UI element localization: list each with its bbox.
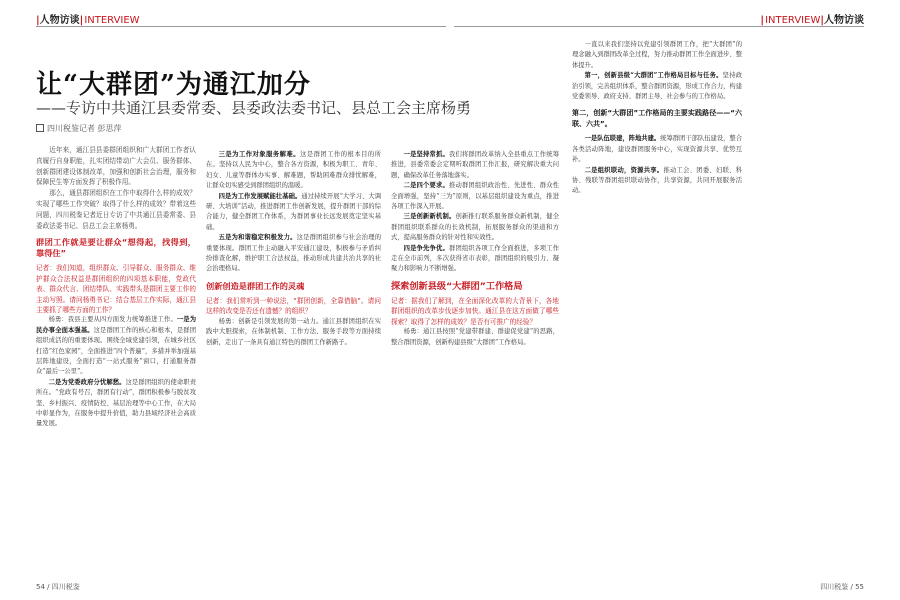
- column-3-item-text: 我们将群团改革纳入全县重点工作统筹推进，县委常委会定期听取群团工作汇报，研究解决重大问题，确保改革任务落地落实。: [391, 151, 559, 179]
- column-2-item-text: 这是群团工作的根本目的所在。坚持以人民为中心，整合各方资源，积极为职工、青年、妇女、儿童等群体办实事、解难题，帮助困难群众排忧解难，让群众切实感受到群团组织的温暖。: [206, 151, 381, 190]
- column-4-item-text: 推动工会、团委、妇联、科协、残联等群团组织联动协作，共享资源，共同开展服务活动。: [572, 166, 742, 195]
- column-3-item-text: 推动群团组织政治性、先进性、群众性全面增强，坚持“三为”原则，以基层组织建设为重点，推进各项工作深入开展。: [391, 182, 559, 211]
- answer-1-second: [36, 378, 196, 430]
- column-2-item-text: 通过持续开展“大学习、大调研、大培训”活动，推进群团工作创新发展，提升群团干部的综合能力，健全群团工作体系，为群团事业长远发展奠定坚实基础。: [206, 192, 381, 231]
- section-heading-2: 创新创造是群团工作的灵魂: [206, 280, 305, 291]
- column-3-item-lead: 四是争先争优。: [403, 244, 449, 252]
- answer-1-text: 杨勇：我县主要从四方面发力统筹推进工作。: [48, 316, 177, 324]
- column-4-heading-1-wrap: [572, 71, 742, 102]
- footer-left: 54 / 四川税鉴: [36, 583, 80, 591]
- answer-1-point-2: 二是为党委政府分忧解愁。: [48, 378, 126, 386]
- column-1: [36, 145, 196, 570]
- byline-box-icon: [36, 124, 44, 132]
- column-4-item-text: 统筹群团干部队伍建设，整合各类活动阵地，建设群团服务中心，实现资源共享、优势互补。: [572, 135, 742, 164]
- answer-2: 杨勇：创新是引领发展的第一动力。通江县群团组织在实践中大胆探索，在体制机制、工作方法、服务手段等方面持续创新，走出了一条具有通江特色的群团工作新路子。: [206, 317, 381, 346]
- column-4-heading-1: 第一，创新县级“大群团”工作格局目标与任务。: [584, 72, 723, 80]
- header-en-left: INTERVIEW: [84, 15, 140, 26]
- column-4-items: [572, 134, 742, 196]
- right-page: [450, 0, 900, 600]
- column-2-item-text: 这是群团组织参与社会治理的重要体现。群团工作主动融入平安通江建设，积极参与矛盾纠纷排查化解，维护职工合法权益，推动形成共建共治共享的社会治理格局。: [206, 234, 381, 273]
- column-3-item-lead: 二是四个要求。: [403, 182, 449, 190]
- column-2-item-paragraph: [206, 233, 381, 275]
- column-4-text-1: 坚持政治引领，完善组织体系，整合群团资源，形成工作合力，构建党委领导、政府支持、群团主导、社会参与的工作格局。: [572, 72, 742, 101]
- byline: [36, 123, 122, 134]
- section-heading-1: 群团工作就是要让群众“想得起，找得到，靠得住”: [36, 237, 196, 259]
- lead-paragraph: 近年来，通江县县委群团组织和广大群团工作者认真履行自身职能，扎实团结带动广大会员、服务群体、创新群团建设体制改革，加强和创新社会治理，服务和保障民生等方面发挥了积极作用。: [36, 146, 196, 187]
- column-4-item-lead: 一是队伍联建，阵地共建。: [584, 135, 661, 143]
- column-3-item-text: 群团组织各项工作全面推进，多项工作走在全市前列，多次获得省市表彰，群团组织的吸引力、凝聚力和影响力不断增强。: [391, 244, 559, 273]
- column-2-items: [206, 150, 381, 275]
- column-4-heading-2: 第二，创新“大群团”工作格局的主要实践路径——“六联、六共”。: [572, 109, 742, 129]
- column-2-item-paragraph: [206, 150, 381, 192]
- column-2-item-lead: 四是为工作发展赋能壮基础。: [218, 192, 302, 200]
- section-heading-3: 探索创新县级“大群团”工作格局: [391, 280, 523, 292]
- question-2: 记者：我们常听到一种说法，“群团创新，全靠借脑”。请问这样的改变是否还有遗憾？的组织？: [206, 296, 381, 316]
- column-2-item-lead: 三是为工作对象服务解难。: [218, 151, 301, 158]
- column-3-item-text: 创新推行联系服务群众新机制，健全群团组织联系群众的长效机制，拓展服务群众的渠道和方式，提高服务群众的针对性和实效性。: [391, 213, 559, 242]
- column-2-item-paragraph: [206, 192, 381, 234]
- footer-right: 四川税鉴 / 55: [820, 583, 864, 591]
- question-3: 记者：据我们了解到，在全面深化改革的大背景下，各地群团组织的改革步伐逐步加快。通江县在这方面做了哪些探索？取得了怎样的成效？是否有可推广的经验？: [391, 296, 559, 326]
- header-right: |INTERVIEW|人物访谈: [760, 15, 864, 26]
- column-4-item-lead: 二是组织联动，资源共享。: [584, 166, 664, 174]
- column-4-item-paragraph: [572, 166, 742, 197]
- answer-1-detail: 这是群团工作的核心和根本，是群团组织成活的的重要体现。围绕全域党建引领，在城乡社区打造“红色家园”，全面推进“四个普遍”，多措并举加强基层阵地建设，全面打造“一站式服务”窗口，打通服务群众“最后一公里”。: [36, 326, 196, 376]
- answer-3: 杨勇：通江县按照“党建带群建、群建促党建”的思路，整合群团资源，创新构建县级“大群团”工作格局。: [391, 328, 559, 346]
- column-4: [572, 40, 742, 575]
- answer-1-point-1: 一是为民办事全面本强基。: [36, 316, 196, 334]
- answer-1-second-detail: 这是群团组织的使命职责所在。“党政有号召，群团有行动”，群团积极参与脱贫攻坚、乡村振兴、疫情防控、基层治理等中心工作，在大局中彰显作为，在服务中提升价值，助力县域经济社会高质量发展。: [36, 378, 196, 428]
- answer-1-intro: [36, 315, 196, 377]
- lead-paragraph-2: 那么，通县群团组织在工作中取得什么样的成效？实现了哪些工作突破？取得了什么样的成效？带着这些问题，四川税鉴记者近日专访了中共通江县委常委、县委政法委书记、县总工会主席杨勇。: [36, 189, 196, 230]
- column-4-intro: 一直以来我们坚持以党建引领群团工作，把“大群团”的理念融入到群团改革全过程，努力推动群团工作全面进步、整体提升。: [572, 41, 742, 69]
- header-left: |人物访谈|INTERVIEW: [36, 15, 140, 26]
- article-subtitle: ——专访中共通江县委常委、县委政法委书记、县总工会主席杨勇: [36, 99, 472, 117]
- header-section-right: 人物访谈: [824, 15, 864, 26]
- column-2: [206, 150, 381, 575]
- header-rule-left: [36, 26, 446, 27]
- header-en-right: INTERVIEW: [765, 15, 821, 26]
- header-rule-right: [454, 26, 864, 27]
- column-3-item-lead: 三是创新新机制。: [403, 213, 456, 221]
- column-3-item-lead: 一是坚持常抓。: [403, 151, 449, 158]
- question-1: 记者：我们知道，组织群众、引导群众、服务群众、维护群众合法权益是群团组织的四项基本职能，党政代表、群众代言、团结带队、实践带头是群团主要工作的主动写照。请问杨勇书记：结合基层工作实际，通江县主要抓了哪些方面的工作？: [36, 264, 196, 314]
- article-title: 让“大群团”为通江加分: [36, 70, 311, 100]
- byline-text: 四川税鉴记者 彭思萍: [47, 124, 122, 133]
- column-4-item-paragraph: [572, 134, 742, 165]
- column-2-item-lead: 五是为和谐稳定积极发力。: [218, 234, 297, 242]
- header-section-left: 人物访谈: [39, 15, 80, 26]
